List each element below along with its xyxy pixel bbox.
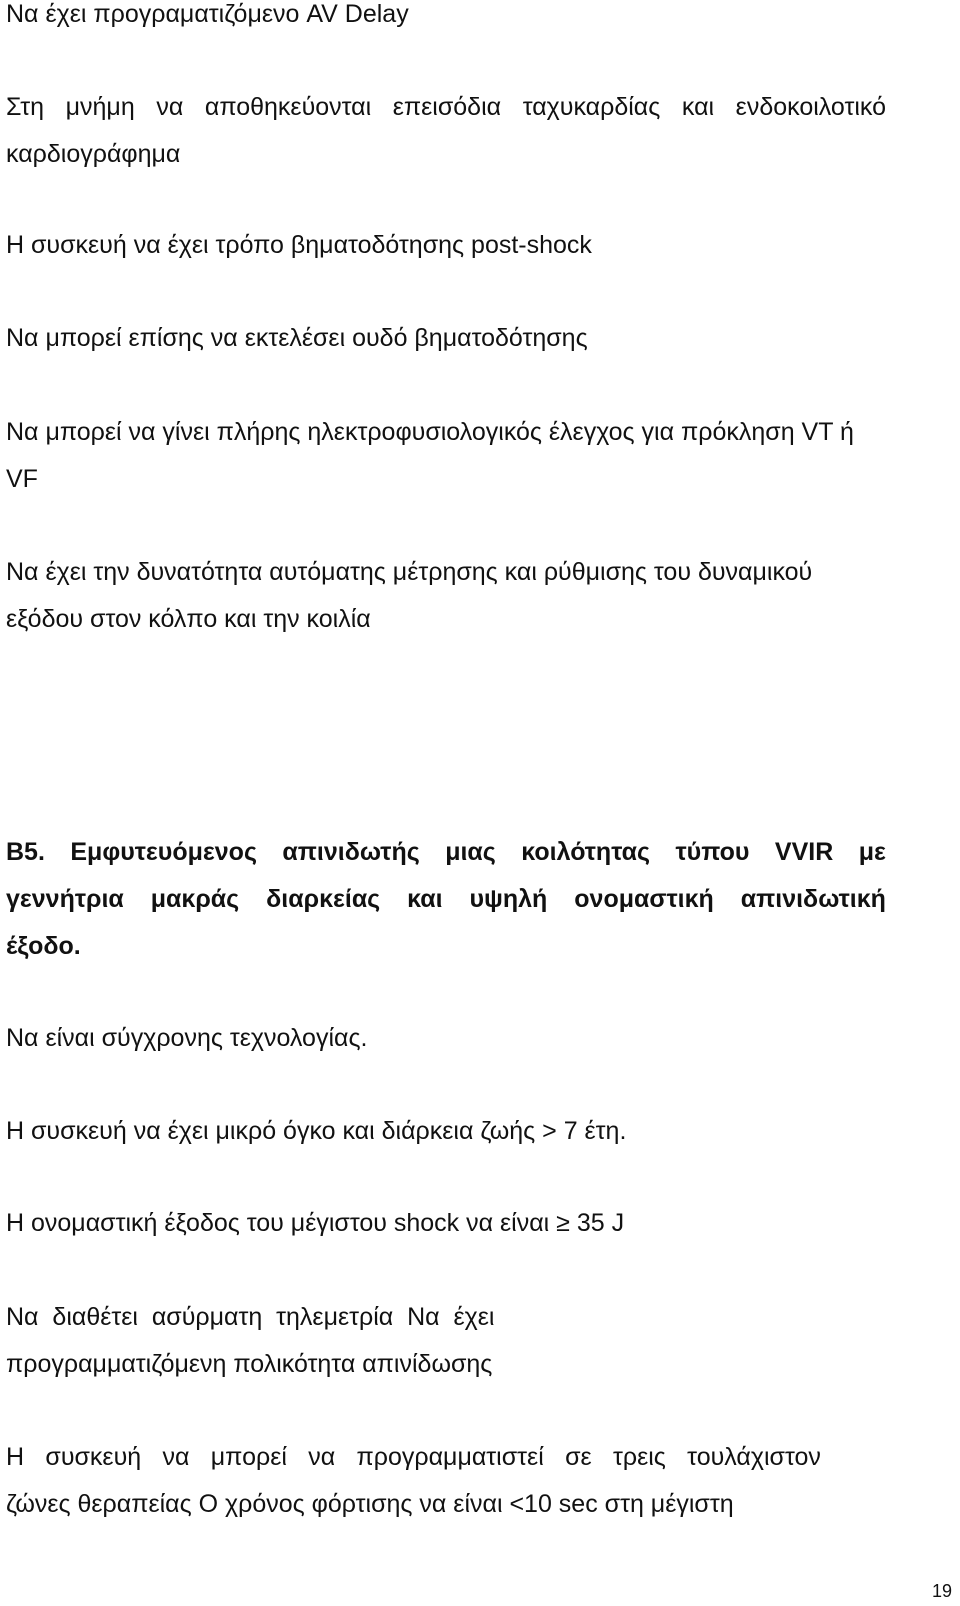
- paragraph-technology: [6, 1015, 367, 1062]
- word: και: [681, 93, 715, 121]
- word: απινιδωτική: [740, 885, 886, 913]
- text-line: VF: [6, 465, 38, 493]
- word: τουλάχιστον: [687, 1443, 821, 1471]
- word: Στη: [6, 93, 45, 121]
- text-line: ζώνες θεραπείας Ο χρόνος φόρτισης να είναι <10 sec στη μέγιστη: [6, 1490, 734, 1518]
- word: με: [858, 838, 886, 866]
- word: γεννήτρια: [6, 885, 124, 913]
- paragraph-lifetime: [6, 1108, 626, 1155]
- word: να: [156, 93, 184, 121]
- word: ενδοκοιλοτικό: [735, 93, 886, 121]
- text-line: Να μπορεί να γίνει πλήρης ηλεκτροφυσιολογικός έλεγχος για πρόκληση VT ή: [6, 418, 854, 446]
- paragraph-memory: [6, 84, 886, 178]
- word: ταχυκαρδίας: [522, 93, 661, 121]
- text-line: προγραμματιζόμενη πολικότητα απινίδωσης: [6, 1350, 493, 1378]
- text-line: Η συσκευή να έχει μικρό όγκο και διάρκεια ζωής > 7 έτη.: [6, 1117, 627, 1145]
- text-line: Να έχει την δυνατότητα αυτόματης μέτρησης και ρύθμισης του δυναμικού: [6, 558, 813, 586]
- page-number: 19: [932, 1581, 953, 1601]
- paragraph-telemetry: [6, 1294, 494, 1388]
- word: VVIR: [774, 838, 834, 866]
- word: να: [308, 1443, 336, 1471]
- word: κοιλότητας: [521, 838, 651, 866]
- section-heading-b5: [6, 829, 886, 970]
- word: τρεις: [612, 1443, 666, 1471]
- justified-line: [6, 84, 886, 131]
- text-line: Να είναι σύγχρονης τεχνολογίας.: [6, 1024, 368, 1052]
- text-line: έξοδο.: [6, 932, 81, 960]
- word: ονομαστική: [574, 885, 714, 913]
- word: απινιδωτής: [282, 838, 420, 866]
- word: μιας: [445, 838, 496, 866]
- justified-line: [6, 1434, 821, 1481]
- word: διαρκείας: [266, 885, 381, 913]
- word: προγραμματιστεί: [356, 1443, 544, 1471]
- text-line: εξόδου στον κόλπο και την κοιλία: [6, 605, 371, 633]
- text-line: Η ονομαστική έξοδος του μέγιστου shock να είναι ≥ 35 J: [6, 1209, 625, 1237]
- word: Β5.: [6, 838, 45, 866]
- text-line: καρδιογράφημα: [6, 140, 181, 168]
- text-line: Να μπορεί επίσης να εκτελέσει ουδό βηματοδότησης: [6, 324, 588, 352]
- word: μακράς: [150, 885, 240, 913]
- word: επεισόδια: [392, 93, 502, 121]
- paragraph-av-delay: [6, 0, 409, 38]
- paragraph-therapy-zones: [6, 1434, 821, 1528]
- word: να: [162, 1443, 190, 1471]
- word: μπορεί: [210, 1443, 287, 1471]
- justified-line: [6, 876, 886, 923]
- word: Η: [6, 1443, 25, 1471]
- paragraph-max-shock: [6, 1200, 624, 1247]
- word: υψηλή: [469, 885, 548, 913]
- word: αποθηκεύονται: [204, 93, 372, 121]
- paragraph-post-shock: [6, 222, 592, 269]
- justified-line: [6, 829, 886, 876]
- word: συσκευή: [45, 1443, 142, 1471]
- paragraph-ep-study: [6, 409, 854, 503]
- word: και: [407, 885, 443, 913]
- text-line: Η συσκευή να έχει τρόπο βηματοδότησης post-shock: [6, 231, 592, 259]
- text-line: Να διαθέτει ασύρματη τηλεμετρία Να έχει: [6, 1303, 495, 1331]
- word: Εμφυτευόμενος: [70, 838, 257, 866]
- text-line: Να έχει προγραματιζόμενο AV Delay: [6, 0, 409, 28]
- paragraph-auto-measure: [6, 549, 812, 643]
- paragraph-threshold: [6, 315, 588, 362]
- word: σε: [565, 1443, 592, 1471]
- word: τύπου: [675, 838, 750, 866]
- word: μνήμη: [65, 93, 135, 121]
